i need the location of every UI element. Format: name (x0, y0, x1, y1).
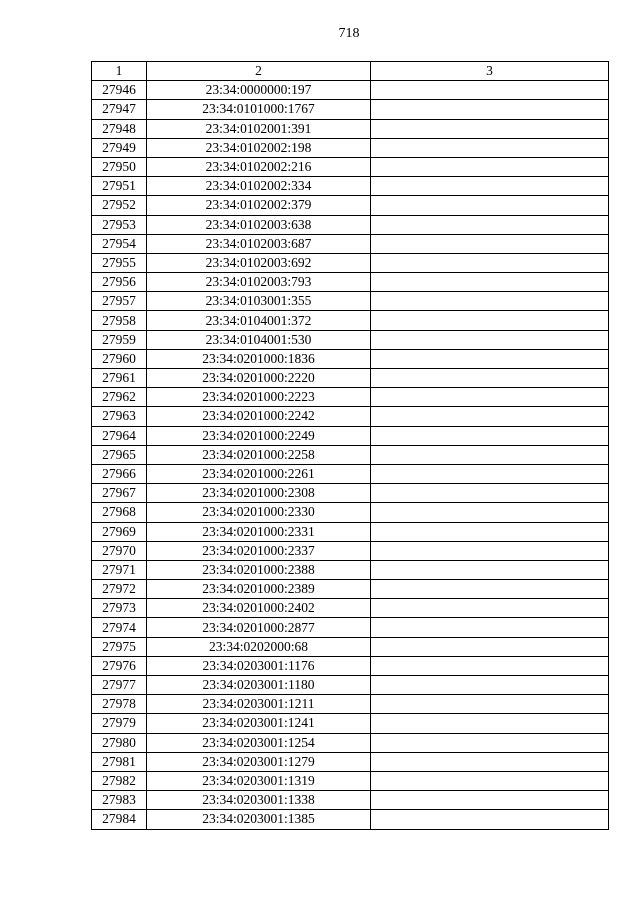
row-number-cell: 27963 (92, 407, 147, 426)
table-row (92, 157, 609, 176)
row-number-cell: 27959 (92, 330, 147, 349)
row-number-cell: 27978 (92, 695, 147, 714)
table-row (92, 177, 609, 196)
notes-cell (371, 464, 609, 483)
row-number-cell: 27982 (92, 771, 147, 790)
row-number-cell: 27966 (92, 464, 147, 483)
notes-cell (371, 733, 609, 752)
row-number-cell: 27958 (92, 311, 147, 330)
notes-cell (371, 522, 609, 541)
table-row (92, 119, 609, 138)
table-row (92, 733, 609, 752)
row-number-cell: 27984 (92, 810, 147, 829)
table-header-row (92, 62, 609, 81)
notes-cell (371, 810, 609, 829)
table-row (92, 426, 609, 445)
row-number-cell: 27960 (92, 349, 147, 368)
notes-cell (371, 714, 609, 733)
table-row (92, 599, 609, 618)
notes-cell (371, 503, 609, 522)
table-row (92, 330, 609, 349)
row-number-cell: 27954 (92, 234, 147, 253)
cadastral-number-cell: 23:34:0201000:1836 (147, 349, 371, 368)
column-header-1: 1 (92, 62, 147, 81)
table-row (92, 810, 609, 829)
row-number-cell: 27980 (92, 733, 147, 752)
notes-cell (371, 330, 609, 349)
cadastral-number-cell: 23:34:0203001:1319 (147, 771, 371, 790)
notes-cell (371, 100, 609, 119)
cadastral-number-cell: 23:34:0201000:2223 (147, 388, 371, 407)
table-row (92, 618, 609, 637)
table-row (92, 484, 609, 503)
row-number-cell: 27967 (92, 484, 147, 503)
row-number-cell: 27970 (92, 541, 147, 560)
table-row (92, 196, 609, 215)
cadastral-number-cell: 23:34:0203001:1176 (147, 656, 371, 675)
row-number-cell: 27956 (92, 273, 147, 292)
table-row (92, 311, 609, 330)
row-number-cell: 27983 (92, 791, 147, 810)
cadastral-number-cell: 23:34:0203001:1180 (147, 676, 371, 695)
cadastral-number-cell: 23:34:0201000:2388 (147, 560, 371, 579)
row-number-cell: 27974 (92, 618, 147, 637)
cadastral-number-cell: 23:34:0000000:197 (147, 81, 371, 100)
cadastral-number-cell: 23:34:0201000:2258 (147, 445, 371, 464)
row-number-cell: 27946 (92, 81, 147, 100)
table-row (92, 138, 609, 157)
page-number: 718 (338, 26, 360, 41)
cadastral-number-cell: 23:34:0102002:216 (147, 157, 371, 176)
table-row (92, 464, 609, 483)
cadastral-number-cell: 23:34:0102003:692 (147, 253, 371, 272)
notes-cell (371, 618, 609, 637)
table-row (92, 560, 609, 579)
notes-cell (371, 119, 609, 138)
notes-cell (371, 560, 609, 579)
cadastral-number-cell: 23:34:0201000:2402 (147, 599, 371, 618)
cadastral-number-cell: 23:34:0104001:530 (147, 330, 371, 349)
row-number-cell: 27981 (92, 752, 147, 771)
table-row (92, 369, 609, 388)
notes-cell (371, 138, 609, 157)
table-row (92, 656, 609, 675)
row-number-cell: 27949 (92, 138, 147, 157)
notes-cell (371, 484, 609, 503)
table-row (92, 445, 609, 464)
row-number-cell: 27950 (92, 157, 147, 176)
table-row (92, 791, 609, 810)
cadastral-number-cell: 23:34:0201000:2261 (147, 464, 371, 483)
cadastral-number-cell: 23:34:0103001:355 (147, 292, 371, 311)
notes-cell (371, 695, 609, 714)
table-row (92, 253, 609, 272)
table-row (92, 752, 609, 771)
table-row (92, 100, 609, 119)
notes-cell (371, 388, 609, 407)
table-row (92, 388, 609, 407)
cadastral-number-cell: 23:34:0201000:2242 (147, 407, 371, 426)
cadastral-number-cell: 23:34:0201000:2249 (147, 426, 371, 445)
cadastral-number-cell: 23:34:0203001:1338 (147, 791, 371, 810)
notes-cell (371, 234, 609, 253)
table-row (92, 637, 609, 656)
notes-cell (371, 177, 609, 196)
cadastral-number-cell: 23:34:0203001:1241 (147, 714, 371, 733)
table-row (92, 541, 609, 560)
row-number-cell: 27977 (92, 676, 147, 695)
notes-cell (371, 196, 609, 215)
row-number-cell: 27951 (92, 177, 147, 196)
cadastral-number-cell: 23:34:0203001:1279 (147, 752, 371, 771)
row-number-cell: 27952 (92, 196, 147, 215)
table-body (92, 81, 609, 829)
row-number-cell: 27973 (92, 599, 147, 618)
cadastral-number-cell: 23:34:0102003:793 (147, 273, 371, 292)
notes-cell (371, 81, 609, 100)
cadastral-number-cell: 23:34:0201000:2877 (147, 618, 371, 637)
cadastral-number-cell: 23:34:0102003:687 (147, 234, 371, 253)
row-number-cell: 27975 (92, 637, 147, 656)
notes-cell (371, 752, 609, 771)
table-row (92, 503, 609, 522)
cadastral-number-cell: 23:34:0102002:379 (147, 196, 371, 215)
cadastral-number-cell: 23:34:0102001:391 (147, 119, 371, 138)
notes-cell (371, 580, 609, 599)
cadastral-number-cell: 23:34:0201000:2389 (147, 580, 371, 599)
row-number-cell: 27961 (92, 369, 147, 388)
cadastral-number-cell: 23:34:0102002:198 (147, 138, 371, 157)
notes-cell (371, 445, 609, 464)
notes-cell (371, 771, 609, 790)
table-row (92, 81, 609, 100)
cadastral-number-cell: 23:34:0201000:2330 (147, 503, 371, 522)
notes-cell (371, 637, 609, 656)
notes-cell (371, 599, 609, 618)
table-row (92, 695, 609, 714)
table-row (92, 771, 609, 790)
notes-cell (371, 311, 609, 330)
notes-cell (371, 676, 609, 695)
row-number-cell: 27962 (92, 388, 147, 407)
cadastral-number-cell: 23:34:0203001:1385 (147, 810, 371, 829)
row-number-cell: 27969 (92, 522, 147, 541)
table-row (92, 522, 609, 541)
row-number-cell: 27957 (92, 292, 147, 311)
table-row (92, 292, 609, 311)
row-number-cell: 27965 (92, 445, 147, 464)
notes-cell (371, 349, 609, 368)
notes-cell (371, 656, 609, 675)
table-row (92, 215, 609, 234)
table-row (92, 580, 609, 599)
row-number-cell: 27964 (92, 426, 147, 445)
cadastral-number-cell: 23:34:0102002:334 (147, 177, 371, 196)
cadastral-number-cell: 23:34:0202000:68 (147, 637, 371, 656)
notes-cell (371, 253, 609, 272)
row-number-cell: 27953 (92, 215, 147, 234)
notes-cell (371, 273, 609, 292)
column-header-3: 3 (371, 62, 609, 81)
row-number-cell: 27955 (92, 253, 147, 272)
notes-cell (371, 791, 609, 810)
row-number-cell: 27968 (92, 503, 147, 522)
cadastral-number-cell: 23:34:0102003:638 (147, 215, 371, 234)
cadastral-number-cell: 23:34:0201000:2308 (147, 484, 371, 503)
column-header-2: 2 (147, 62, 371, 81)
cadastral-number-cell: 23:34:0201000:2331 (147, 522, 371, 541)
notes-cell (371, 157, 609, 176)
row-number-cell: 27947 (92, 100, 147, 119)
notes-cell (371, 541, 609, 560)
cadastral-number-cell: 23:34:0101000:1767 (147, 100, 371, 119)
notes-cell (371, 215, 609, 234)
notes-cell (371, 426, 609, 445)
table-row (92, 714, 609, 733)
row-number-cell: 27971 (92, 560, 147, 579)
row-number-cell: 27976 (92, 656, 147, 675)
notes-cell (371, 292, 609, 311)
cadastral-table (91, 61, 609, 830)
cadastral-number-cell: 23:34:0203001:1254 (147, 733, 371, 752)
table-row (92, 676, 609, 695)
cadastral-number-cell: 23:34:0104001:372 (147, 311, 371, 330)
row-number-cell: 27979 (92, 714, 147, 733)
table-row (92, 273, 609, 292)
row-number-cell: 27948 (92, 119, 147, 138)
cadastral-number-cell: 23:34:0203001:1211 (147, 695, 371, 714)
notes-cell (371, 407, 609, 426)
table-row (92, 407, 609, 426)
cadastral-number-cell: 23:34:0201000:2337 (147, 541, 371, 560)
table-row (92, 349, 609, 368)
cadastral-number-cell: 23:34:0201000:2220 (147, 369, 371, 388)
notes-cell (371, 369, 609, 388)
row-number-cell: 27972 (92, 580, 147, 599)
table-row (92, 234, 609, 253)
